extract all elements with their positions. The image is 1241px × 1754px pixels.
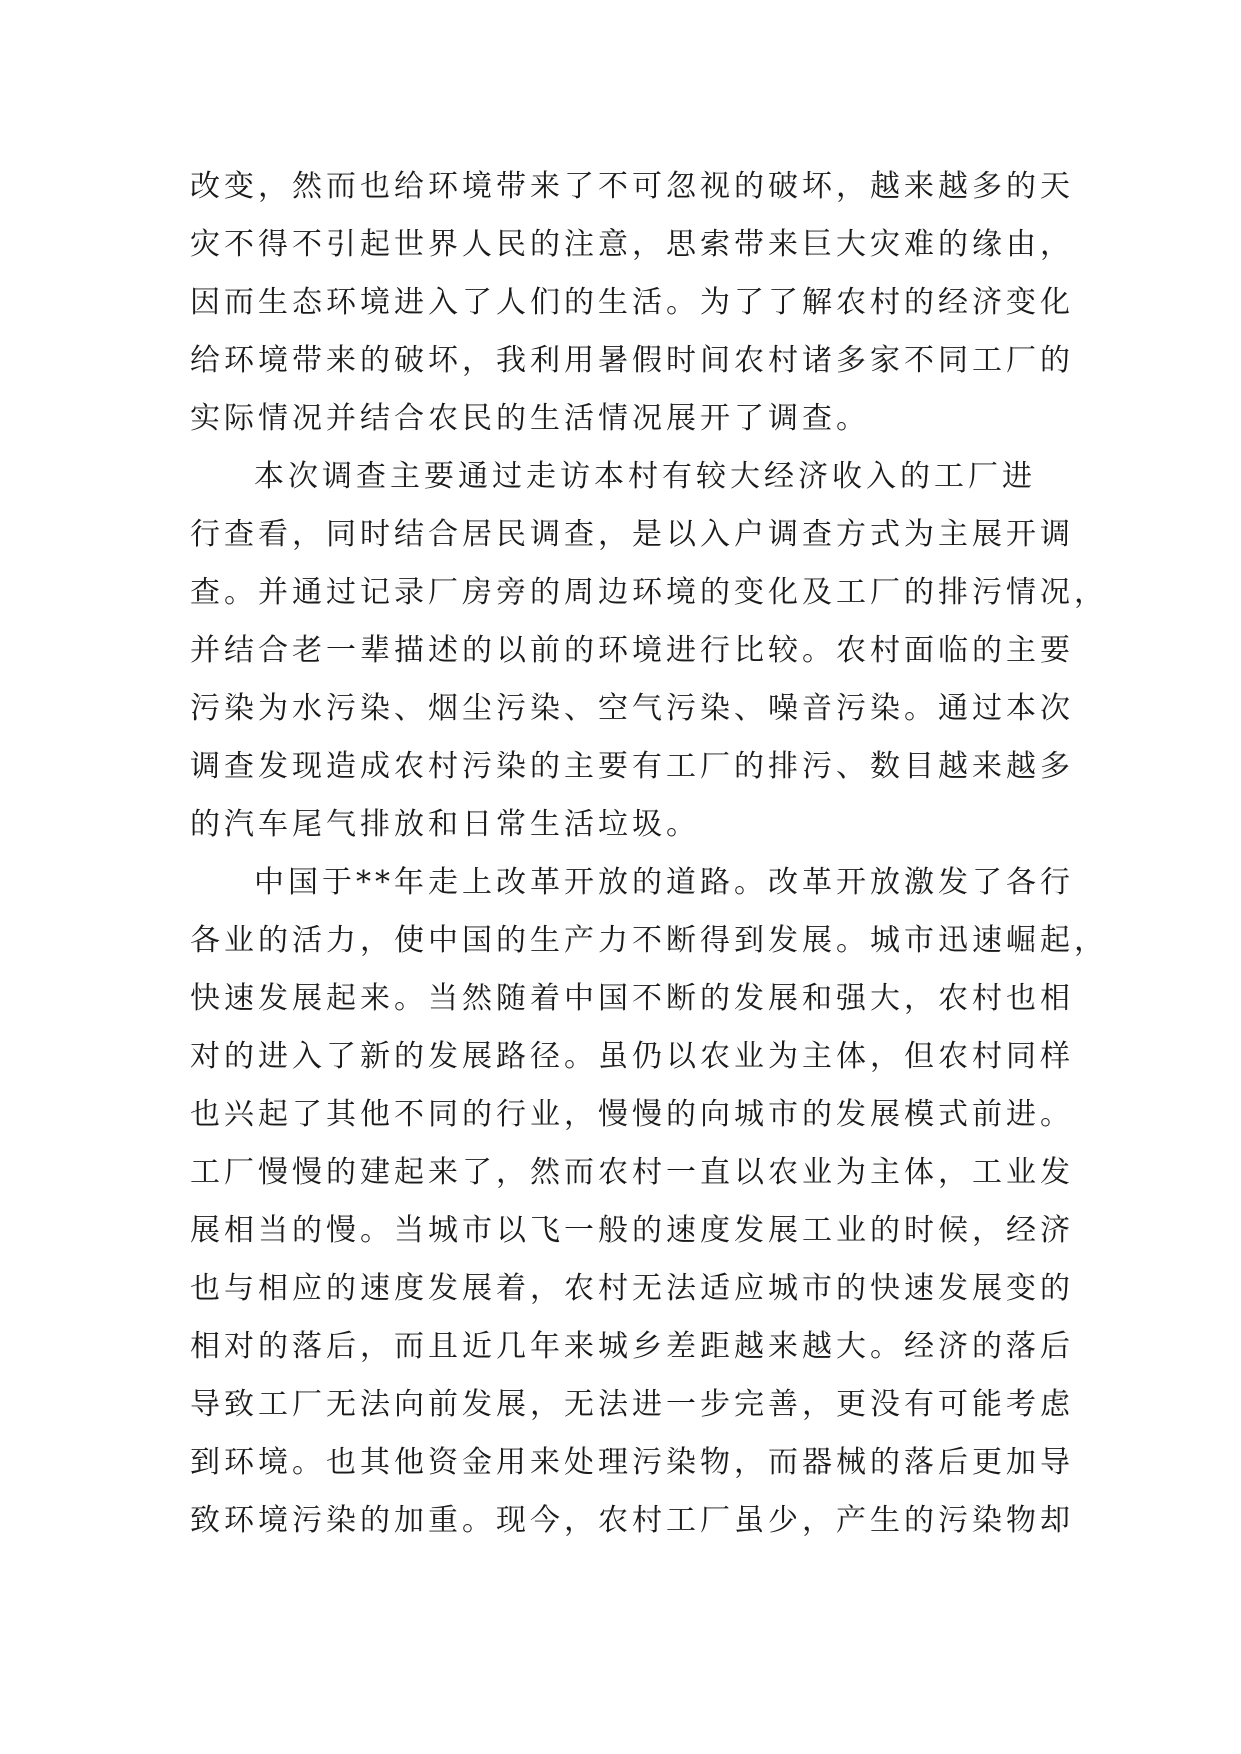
text-line: 致环境污染的加重。现今，农村工厂虽少，产生的污染物却 <box>190 1503 1074 1538</box>
text-line: 并结合老一辈描述的以前的环境进行比较。农村面临的主要 <box>190 633 1074 668</box>
text-line: 污染为水污染、烟尘污染、空气污染、噪音污染。通过本次 <box>190 691 1074 726</box>
text-line: 调查发现造成农村污染的主要有工厂的排污、数目越来越多 <box>190 749 1074 784</box>
text-line: 工厂慢慢的建起来了，然而农村一直以农业为主体，工业发 <box>190 1155 1074 1190</box>
text-line: 给环境带来的破坏，我利用暑假时间农村诸多家不同工厂的 <box>190 343 1074 378</box>
text-line: 改变，然而也给环境带来了不可忽视的破坏，越来越多的天 <box>190 169 1074 204</box>
text-line: 的汽车尾气排放和日常生活垃圾。 <box>190 807 700 842</box>
text-line: 行查看，同时结合居民调查，是以入户调查方式为主展开调 <box>190 517 1074 552</box>
text-line: 对的进入了新的发展路径。虽仍以农业为主体，但农村同样 <box>190 1039 1074 1074</box>
text-line: 也兴起了其他不同的行业，慢慢的向城市的发展模式前进。 <box>190 1097 1074 1132</box>
body-text <box>190 158 1108 1550</box>
text-line: 快速发展起来。当然随着中国不断的发展和强大，农村也相 <box>190 981 1074 1016</box>
text-line: 因而生态环境进入了人们的生活。为了了解农村的经济变化 <box>190 285 1074 320</box>
text-line: 本次调查主要通过走访本村有较大经济收入的工厂进 <box>254 459 1036 494</box>
text-line: 展相当的慢。当城市以飞一般的速度发展工业的时候，经济 <box>190 1213 1074 1248</box>
text-line: 各业的活力，使中国的生产力不断得到发展。城市迅速崛起， <box>190 923 1108 958</box>
text-line: 中国于**年走上改革开放的道路。改革开放激发了各行 <box>254 865 1074 900</box>
text-line: 相对的落后，而且近几年来城乡差距越来越大。经济的落后 <box>190 1329 1074 1364</box>
text-line: 到环境。也其他资金用来处理污染物，而器械的落后更加导 <box>190 1445 1074 1480</box>
text-line: 灾不得不引起世界人民的注意，思索带来巨大灾难的缘由， <box>190 227 1074 262</box>
text-line: 查。并通过记录厂房旁的周边环境的变化及工厂的排污情况， <box>190 575 1108 610</box>
text-line: 也与相应的速度发展着，农村无法适应城市的快速发展变的 <box>190 1271 1074 1306</box>
text-line: 导致工厂无法向前发展，无法进一步完善，更没有可能考虑 <box>190 1387 1074 1422</box>
text-line: 实际情况并结合农民的生活情况展开了调查。 <box>190 401 870 436</box>
